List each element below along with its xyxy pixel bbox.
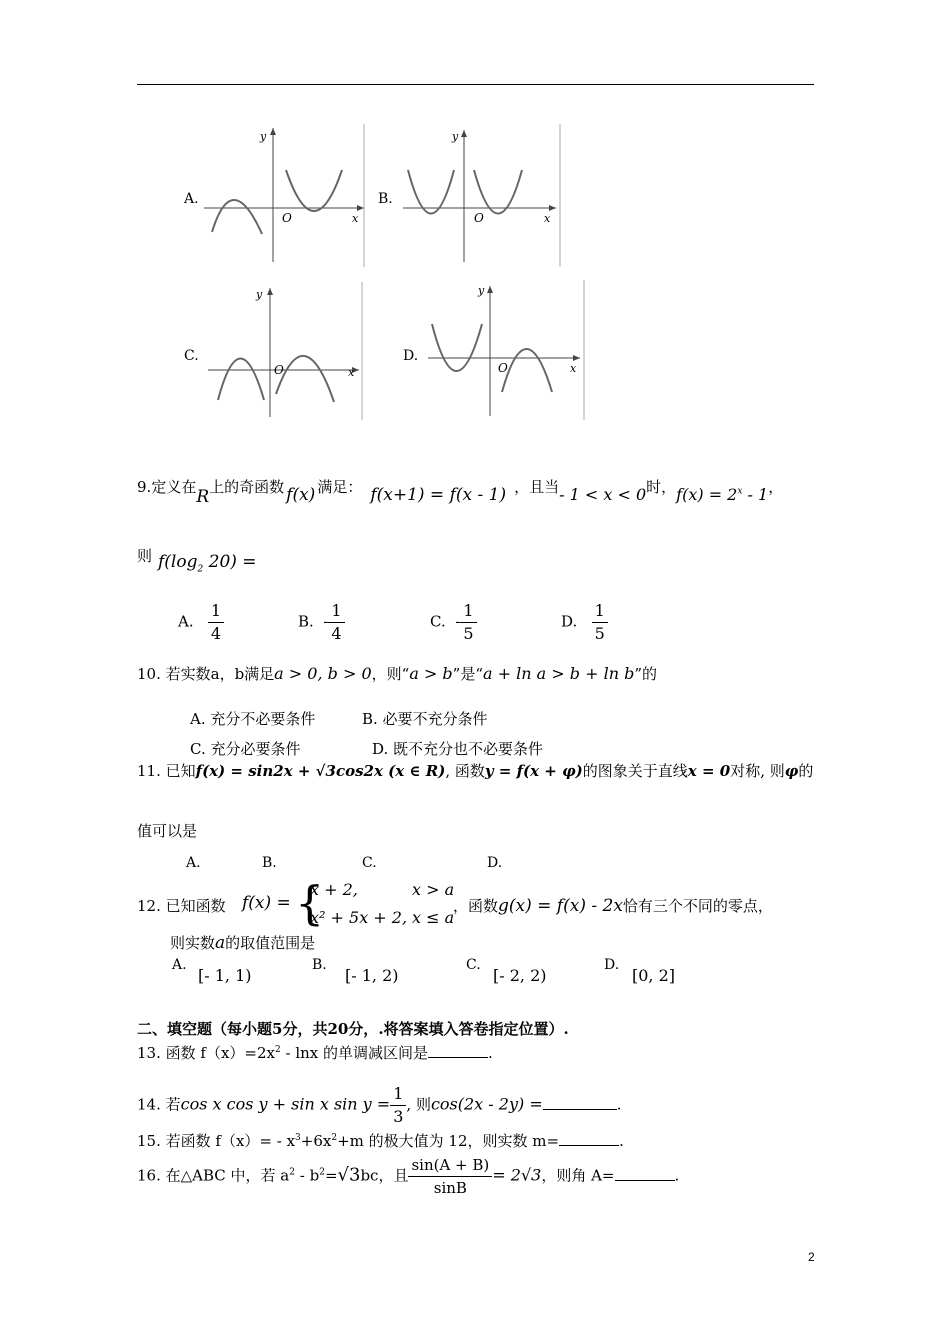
q9-stem (137, 476, 784, 507)
q8a-origin-label: O (282, 211, 292, 225)
q11-option-c: C. (362, 855, 377, 871)
q9-choice-b: B. - $\frac{1}{4}$ (298, 600, 345, 645)
q8a-x-label: x (352, 212, 359, 225)
q12-choice-c-value: [- 2, 2) (493, 966, 547, 985)
q10-option-a: A. 充分不必要条件 (190, 710, 316, 728)
q8-graph-b (398, 122, 563, 267)
q12-choice-b-letter: B. (312, 957, 327, 973)
q9-choice-a: A. $\frac{1}{4}$ (178, 600, 224, 645)
q12-case1-cond: x > a (412, 880, 455, 899)
section2-heading: 二、填空题（每小题5分，共20分，.将答案填入答卷指定位置）. (137, 1020, 569, 1038)
q9-cond: - 1 < x < 0 (559, 485, 647, 504)
q9-text3: 满足： (317, 478, 363, 496)
q8c-x-label: x (348, 366, 355, 379)
q9-fx: f(x) (286, 485, 316, 505)
q9-def-tail: - 1 (742, 485, 769, 504)
q12-choice-a-letter: A. (172, 957, 187, 973)
q10-option-b: B. 必要不充分条件 (362, 710, 488, 728)
q12-case2: x² + 5x + 2, (310, 908, 408, 927)
q9-R: R (196, 487, 210, 507)
q12-number: 12. 已知函数 (137, 897, 226, 915)
q12-line2: 则实数a的取值范围是 (170, 933, 316, 953)
q9-number: 9. (137, 478, 152, 496)
q12-choice-d-letter: D. (604, 957, 620, 973)
q15: 15. 若函数 $f(x)= - x^3+6x^2+m$ 的极大值为 12，则实数 m= . (137, 1132, 624, 1150)
q9-end: ， (768, 478, 784, 496)
q9-text4: ，且当 (514, 478, 560, 496)
page-number: 2 (808, 1250, 815, 1264)
q8b-y-label: y (452, 130, 459, 143)
q11-option-d: D. (487, 855, 503, 871)
q8d-x-label: x (570, 362, 577, 375)
q14-blank (543, 1109, 617, 1110)
q8-graph-d (424, 280, 589, 422)
q8b-x-label: x (544, 212, 551, 225)
q8-graph-c (204, 282, 369, 422)
q11-option-a: A. (186, 855, 201, 871)
q8-option-b-letter: B. (378, 191, 393, 207)
q13-blank (428, 1057, 488, 1058)
q9-text2: 上的奇函数 (209, 478, 285, 496)
q9-choice-d: D. $\frac{1}{5}$ (561, 600, 608, 645)
q8c-y-label: y (256, 288, 263, 301)
q8d-y-label: y (478, 284, 485, 297)
q9-choice-c: C. - $\frac{1}{5}$ (430, 600, 477, 645)
q13: 13. 函数 $f(x)=2x^2 - \ln x$ 的单调减区间是 . (137, 1044, 493, 1062)
header-rule (137, 84, 814, 85)
q11-stem: 11. 已知f(x) = sin2x + √3cos2x (x ∈ R), 函数y = f(x + φ)的图象关于直线x = 0对称, 则φ的 (137, 762, 814, 780)
q8-option-c-letter: C. (184, 348, 199, 364)
q8-graph-a (204, 122, 369, 267)
q11-option-b: B. (262, 855, 277, 871)
q9-ask: $f(\log_2$ 20) = (158, 552, 257, 575)
q12-fx: f(x) = (242, 893, 291, 913)
q8c-origin-label: O (274, 363, 284, 377)
q9-def-sup: x (737, 486, 743, 497)
q8-option-a-letter: A. (184, 191, 199, 207)
q9-text1: 定义在 (151, 478, 197, 496)
q12-choice-b-value: [- 1, 2) (345, 966, 399, 985)
q14: 14. 若cos x cos y + sin x sin y = $\frac{1}{3}$ , 则cos(2x - 2y) = . (137, 1084, 622, 1126)
q12-tail: ，函数g(x) = f(x) - 2x恰有三个不同的零点， (453, 896, 773, 916)
q12-case1: x + 2, (310, 880, 358, 899)
q9-then (137, 545, 152, 566)
q9-then-text: 则 (137, 547, 153, 565)
q9-text5: 时， (646, 478, 677, 496)
q9-def: f(x) = 2 (676, 485, 738, 504)
q11-stem-line2: 值可以是 (137, 822, 198, 840)
q10-option-d: D. 既不充分也不必要条件 (372, 740, 544, 758)
q8b-origin-label: O (474, 211, 484, 225)
q10-stem: 10. 若实数a，b满足a > 0, b > 0，则“a > b”是“a + ln a > b + ln b”的 (137, 664, 657, 683)
q16-blank (615, 1180, 675, 1181)
q9-eq: f(x+1) = f(x - 1) (370, 485, 507, 505)
q8-option-d-letter: D. (403, 348, 419, 364)
q12-brace: { (295, 876, 325, 930)
q15-blank (559, 1145, 619, 1146)
q12-choice-a-value: [- 1, 1) (198, 966, 252, 985)
q10-option-c: C. 充分必要条件 (190, 740, 301, 758)
q16: 16. 在△ABC 中，若 $a^2 - b^2=√3bc$，且 $\frac{\sin(A + B)}{\sin B}$ = 2√3，则角 A= . (137, 1156, 680, 1197)
q8a-y-label: y (260, 130, 267, 143)
q12-choice-d-value: [0, 2] (632, 966, 676, 985)
q8d-origin-label: O (498, 361, 508, 375)
q12-choice-c-letter: C. (466, 957, 481, 973)
q12-case2-cond: x ≤ a (412, 908, 455, 927)
